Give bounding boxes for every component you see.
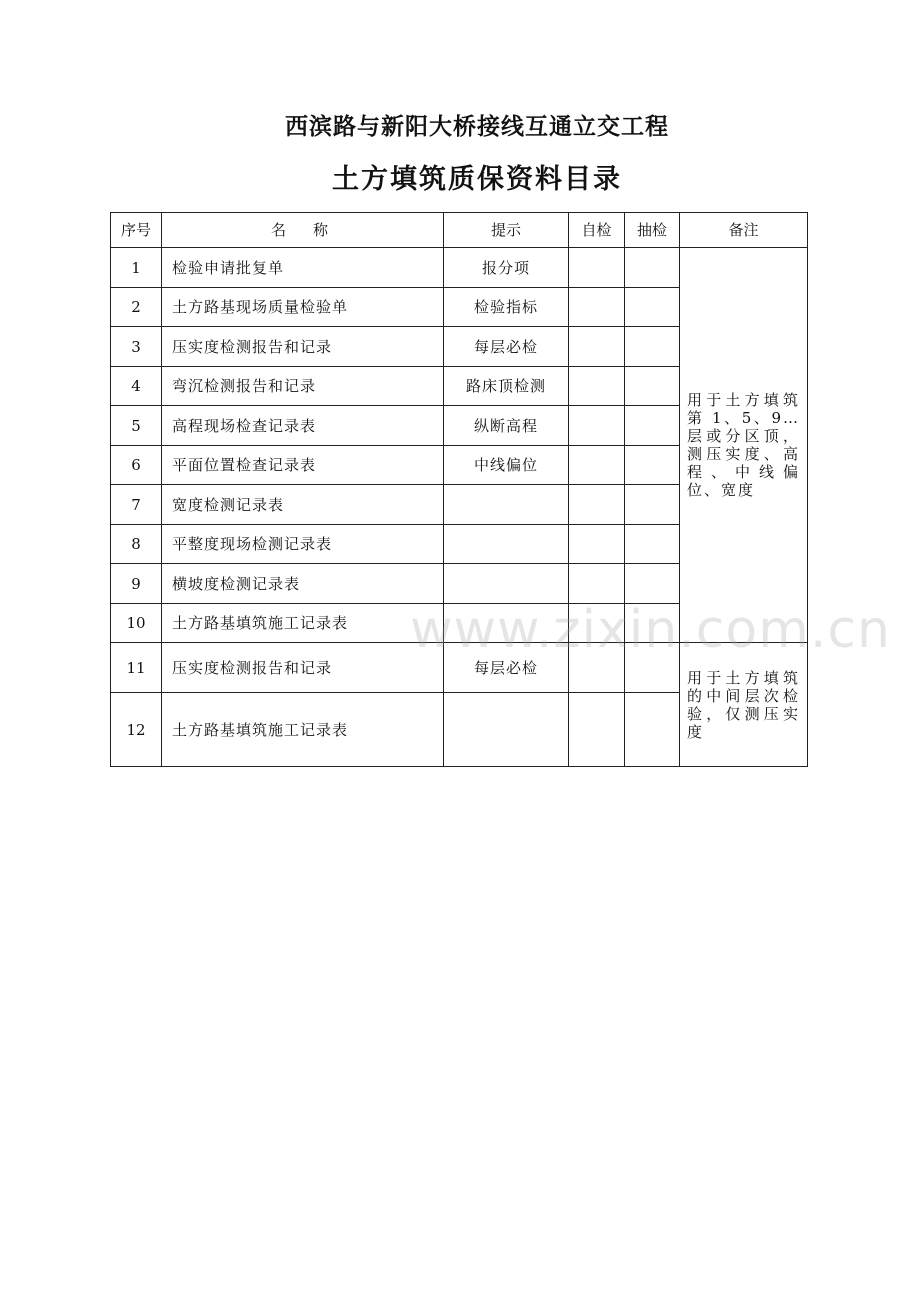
row-spot-check — [625, 485, 680, 525]
row-name: 检验申请批复单 — [162, 248, 444, 288]
row-spot-check — [625, 525, 680, 564]
row-name: 压实度检测报告和记录 — [162, 643, 444, 693]
row-tip: 中线偏位 — [444, 446, 569, 485]
row-no: 11 — [111, 643, 162, 693]
row-name: 平面位置检查记录表 — [162, 446, 444, 485]
header-note: 备注 — [680, 213, 808, 248]
row-tip: 路床顶检测 — [444, 367, 569, 406]
row-self-check — [569, 564, 625, 604]
row-name: 土方路基填筑施工记录表 — [162, 693, 444, 767]
row-tip: 每层必检 — [444, 327, 569, 367]
row-tip: 检验指标 — [444, 288, 569, 327]
header-spot-check: 抽检 — [625, 213, 680, 248]
row-self-check — [569, 446, 625, 485]
note-group-1: 用于土方填筑第 1、5、9…层或分区顶，测压实度、高程、中线偏位、宽度 — [680, 248, 808, 643]
table-header-row — [111, 213, 808, 248]
row-name: 土方路基现场质量检验单 — [162, 288, 444, 327]
row-no: 7 — [111, 485, 162, 525]
row-name: 横坡度检测记录表 — [162, 564, 444, 604]
row-self-check — [569, 406, 625, 446]
row-self-check — [569, 367, 625, 406]
document-title: 土方填筑质保资料目录 — [332, 164, 622, 195]
header-no: 序号 — [111, 213, 162, 248]
row-no: 10 — [111, 604, 162, 643]
row-no: 5 — [111, 406, 162, 446]
row-tip — [444, 564, 569, 604]
row-no: 8 — [111, 525, 162, 564]
catalog-table — [110, 212, 808, 767]
note-group-2: 用于土方填筑的中间层次检验，仅测压实度 — [680, 643, 808, 767]
row-spot-check — [625, 446, 680, 485]
row-spot-check — [625, 564, 680, 604]
row-no: 6 — [111, 446, 162, 485]
row-self-check — [569, 248, 625, 288]
row-no: 3 — [111, 327, 162, 367]
header-name: 名 称 — [162, 213, 444, 248]
row-self-check — [569, 327, 625, 367]
row-no: 12 — [111, 693, 162, 767]
project-title: 西滨路与新阳大桥接线互通立交工程 — [285, 113, 669, 140]
row-spot-check — [625, 693, 680, 767]
row-self-check — [569, 525, 625, 564]
row-no: 9 — [111, 564, 162, 604]
row-tip — [444, 485, 569, 525]
row-spot-check — [625, 367, 680, 406]
row-spot-check — [625, 288, 680, 327]
row-tip — [444, 525, 569, 564]
row-self-check — [569, 288, 625, 327]
header-tip: 提示 — [444, 213, 569, 248]
row-spot-check — [625, 327, 680, 367]
row-tip: 纵断高程 — [444, 406, 569, 446]
row-no: 4 — [111, 367, 162, 406]
row-spot-check — [625, 406, 680, 446]
watermark-text: www.zixin.com.cn — [410, 600, 891, 660]
header-self-check: 自检 — [569, 213, 625, 248]
row-name: 压实度检测报告和记录 — [162, 327, 444, 367]
table-row — [111, 248, 808, 288]
row-tip — [444, 693, 569, 767]
row-name: 土方路基填筑施工记录表 — [162, 604, 444, 643]
row-no: 2 — [111, 288, 162, 327]
row-tip: 报分项 — [444, 248, 569, 288]
row-name: 宽度检测记录表 — [162, 485, 444, 525]
row-self-check — [569, 485, 625, 525]
row-name: 平整度现场检测记录表 — [162, 525, 444, 564]
row-name: 弯沉检测报告和记录 — [162, 367, 444, 406]
row-name: 高程现场检查记录表 — [162, 406, 444, 446]
row-tip: 每层必检 — [444, 643, 569, 693]
row-spot-check — [625, 248, 680, 288]
row-no: 1 — [111, 248, 162, 288]
row-self-check — [569, 693, 625, 767]
